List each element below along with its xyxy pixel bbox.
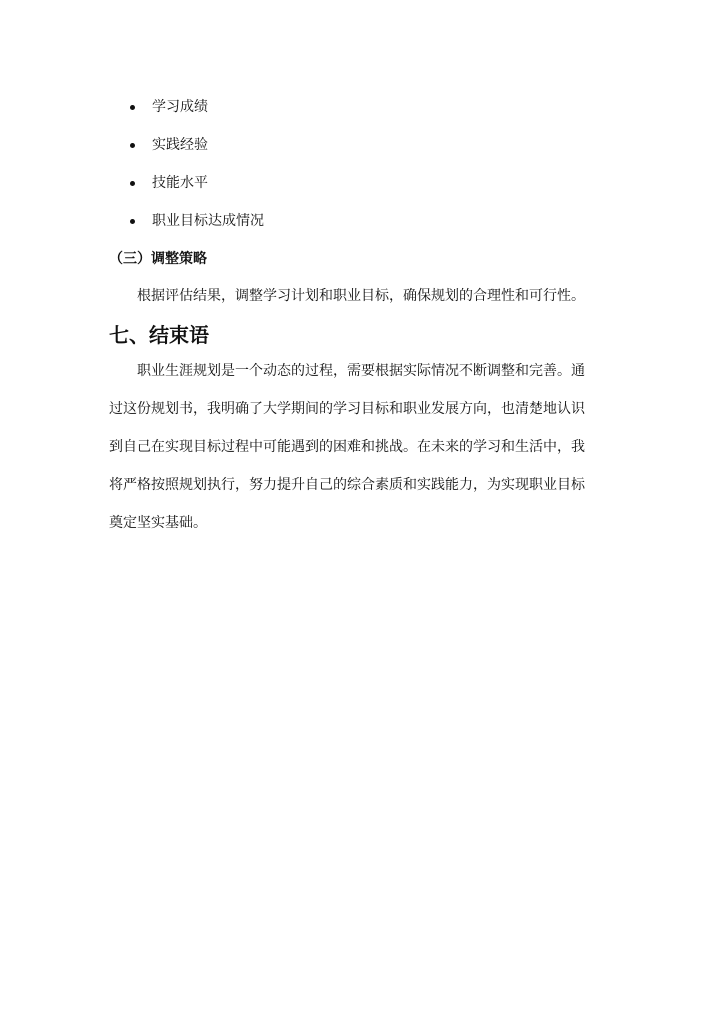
bullet-icon: [130, 181, 135, 186]
conclusion-paragraph-line: 奠定坚实基础。: [109, 515, 207, 531]
conclusion-paragraph-line: 将严格按照规划执行，努力提升自己的综合素质和实践能力，为实现职业目标: [109, 477, 585, 493]
bullet-icon: [130, 143, 135, 148]
adjust-strategy-paragraph: 根据评估结果，调整学习计划和职业目标，确保规划的合理性和可行性。: [137, 288, 585, 304]
subsection-title: （三）调整策略: [109, 251, 207, 267]
conclusion-paragraph-line: 过这份规划书，我明确了大学期间的学习目标和职业发展方向，也清楚地认识: [109, 401, 585, 417]
list-item-text: 实践经验: [152, 137, 208, 153]
bullet-icon: [130, 219, 135, 224]
list-item-text: 职业目标达成情况: [152, 213, 264, 229]
conclusion-paragraph-line: 职业生涯规划是一个动态的过程，需要根据实际情况不断调整和完善。通: [137, 363, 585, 379]
section-title: 七、结束语: [109, 323, 209, 347]
list-item-text: 学习成绩: [152, 99, 208, 115]
list-item-text: 技能水平: [152, 175, 208, 191]
conclusion-paragraph-line: 到自己在实现目标过程中可能遇到的困难和挑战。在未来的学习和生活中，我: [109, 439, 585, 455]
bullet-icon: [130, 105, 135, 110]
